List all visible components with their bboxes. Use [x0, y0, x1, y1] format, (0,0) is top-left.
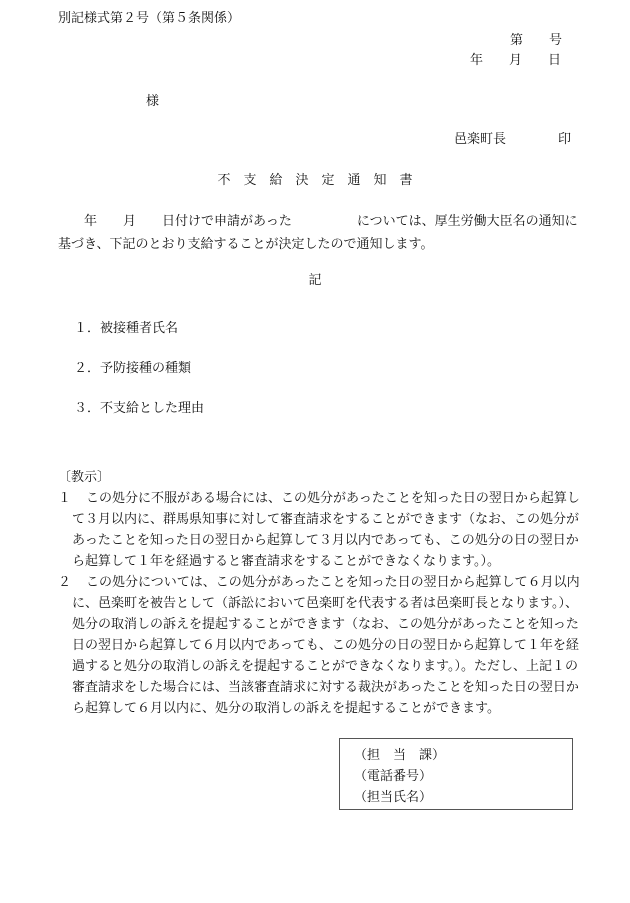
contact-person: （担当氏名） — [354, 790, 433, 805]
instruction-number: ２ — [58, 575, 72, 590]
contact-box — [339, 738, 573, 810]
contact-department: （担 当 課） — [354, 748, 446, 763]
document-date: 年 月 日 — [470, 53, 562, 68]
item-vaccination-type: ２．予防接種の種類 — [74, 361, 192, 376]
item-denial-reason: ３．不支給とした理由 — [74, 401, 205, 416]
contact-phone: （電話番号） — [354, 769, 433, 784]
instruction-item — [58, 488, 580, 572]
instruction-number: １ — [58, 491, 72, 506]
addressee: 様 — [146, 94, 160, 109]
issuer: 邑楽町長 印 — [454, 132, 572, 147]
instruction-text: この処分に不服がある場合には、この処分があったことを知った日の翌日から起算して３月以内に、群馬県知事に対して審査請求をすることができます（なお、この処分があったことを知った日の翌日から起算して３月以内であっても、この処分の日の翌日から起算して１年を経過すると審査請求をすることができなくなります。）。 — [72, 491, 580, 569]
instruction-text: この処分については、この処分があったことを知った日の翌日から起算して６月以内に、邑楽町を被告として（訴訟において邑楽町を代表する者は邑楽町長となります。）、処分の取消しの訴えを提起することができます（なお、この処分があったことを知った日の翌日から起算して６月以内であっても、この処分の日の翌日から起算して１年を経過すると処分の取消しの訴えを提起することができなくなります。）。ただし、上記１の審査請求をした場合には、当該審査請求に対する裁決があったことを知った日の翌日から起算して６月以内に、処分の取消しの訴えを提起することができます。 — [72, 575, 580, 716]
instruction-item — [58, 572, 580, 719]
body-text: 年 月 日付けで申請があった については、厚生労働大臣名の通知に基づき、下記のとおり支給することが決定したので通知します。 — [58, 214, 578, 252]
document-number: 第 号 — [510, 33, 563, 48]
ki-heading: 記 — [308, 273, 322, 288]
document-title: 不 支 給 決 定 通 知 書 — [217, 173, 413, 188]
form-label: 別記様式第２号（第５条関係） — [58, 11, 241, 26]
instruction-heading: 〔教示〕 — [58, 470, 111, 485]
item-recipient-name: １．被接種者氏名 — [74, 321, 179, 336]
